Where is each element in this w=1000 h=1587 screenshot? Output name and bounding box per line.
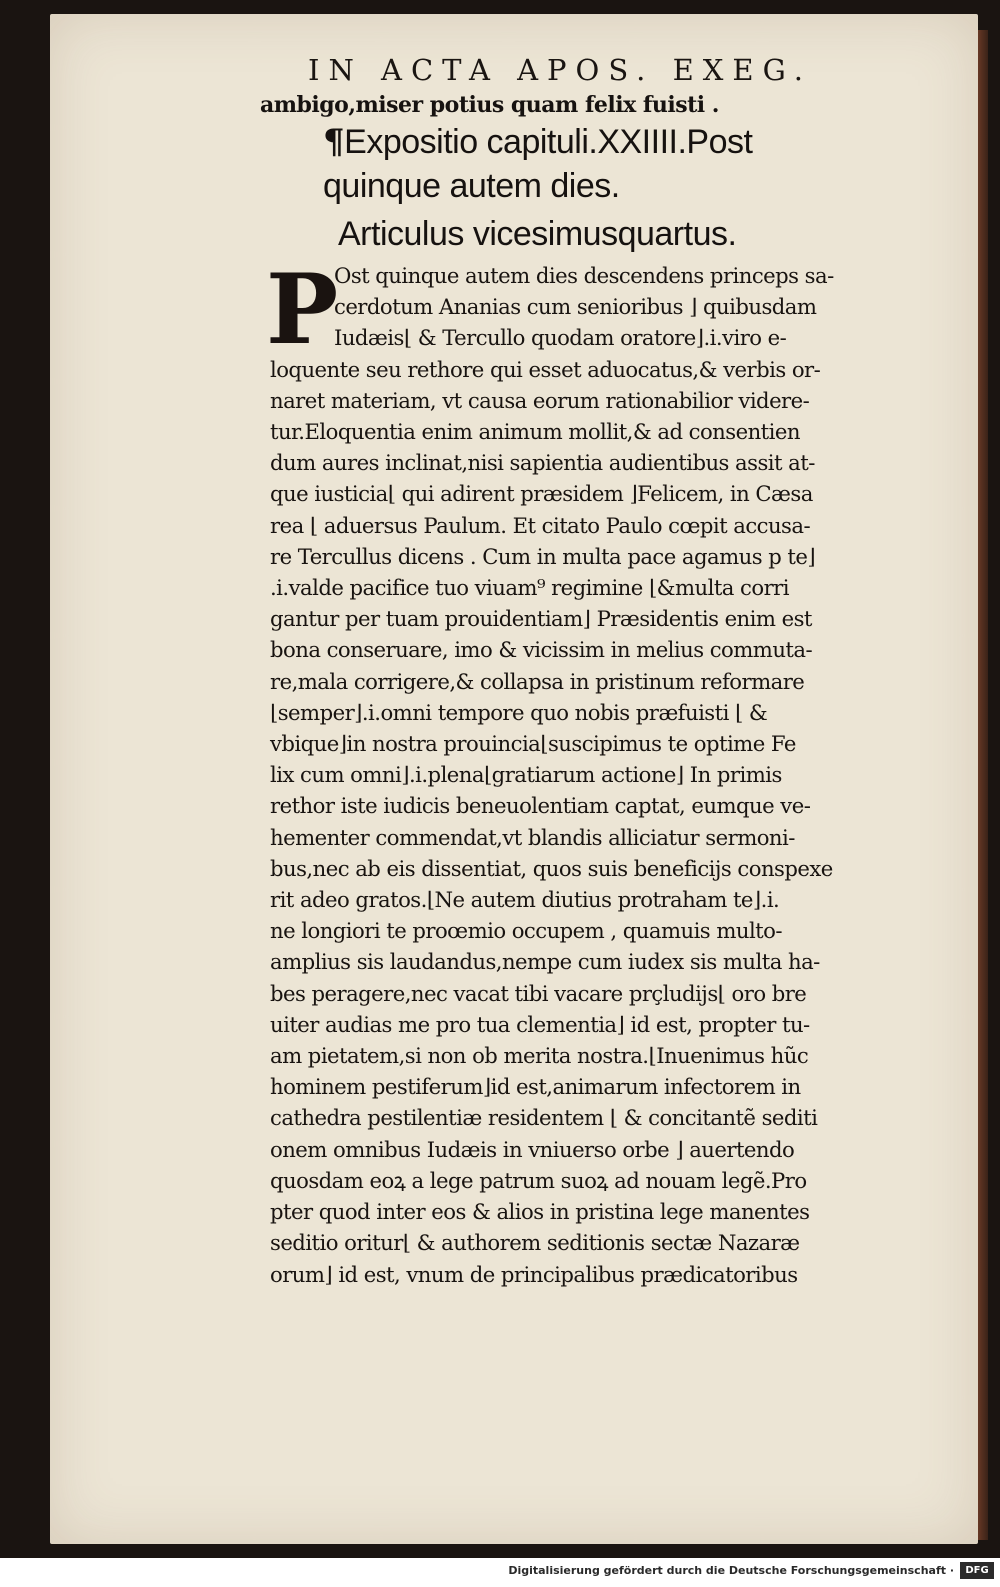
body-line: quosdam eoꝝ a lege patrum suoꝝ ad nouam legẽ.Pro	[270, 1167, 807, 1193]
body-line: loquente seu rethore qui esset aduocatus,& verbis or-	[270, 356, 821, 382]
body-line: Iudæis⌊ & Tercullo quodam oratore⌋.i.viro e-	[334, 325, 787, 351]
body-line: seditio oritur⌊ & authorem seditionis sectæ Nazaræ	[270, 1230, 800, 1256]
body-line: rethor iste iudicis beneuolentiam captat, eumque ve-	[270, 793, 811, 819]
body-line: rea ⌊ aduersus Paulum. Et citato Paulo cœpit accusa-	[270, 512, 811, 538]
body-line: bus,nec ab eis dissentiat, quos suis beneficijs conspexe	[270, 855, 833, 881]
body-line: cathedra pestilentiæ residentem ⌊ & concitantẽ sediti	[270, 1105, 818, 1131]
commentary-body	[266, 253, 948, 1290]
running-head: IN ACTA APOS. EXEG.	[308, 53, 812, 87]
body-line: bona conseruare, imo & vicissim in melius commuta-	[270, 637, 813, 663]
body-line: que iusticia⌊ qui adirent præsidem ⌋Felicem, in Cæsa	[270, 481, 813, 507]
pilcrow-mark: ¶	[323, 122, 345, 162]
article-heading: Articulus vicesimusquartus.	[338, 215, 737, 253]
body-line: ⌊semper⌋.i.omni tempore quo nobis præfuisti ⌊ &	[270, 699, 768, 725]
body-line: re,mala corrigere,& collapsa in pristinum reformare	[270, 668, 805, 694]
body-line: hementer commendat,vt blandis alliciatur sermoni-	[270, 824, 795, 850]
body-line: lix cum omni⌋.i.plena⌊gratiarum actione⌋ In primis	[270, 762, 782, 788]
body-line: onem omnibus Iudæis in vniuerso orbe ⌋ auertendo	[270, 1136, 795, 1162]
chapter-heading-line-1	[323, 120, 948, 164]
body-line: amplius sis laudandus,nempe cum iudex sis multa ha-	[270, 949, 820, 975]
body-line: tur.Eloquentia enim animum mollit,& ad consentien	[270, 419, 800, 445]
page-text-block	[258, 50, 948, 1290]
funding-notice: Digitalisierung gefördert durch die Deutsche Forschungsgemeinschaft ·	[508, 1564, 954, 1577]
body-line: hominem pestiferum⌋id est,animarum infectorem in	[270, 1074, 801, 1100]
body-line: re Tercullus dicens . Cum in multa pace agamus p te⌋	[270, 543, 816, 569]
drop-cap-initial: P	[266, 253, 339, 366]
body-line: cerdotum Ananias cum senioribus ⌋ quibusdam	[334, 294, 817, 320]
body-line: gantur per tuam prouidentiam⌋ Præsidentis enim est	[270, 606, 812, 632]
body-line: rit adeo gratos.⌊Ne autem diutius protraham te⌋.i.	[270, 887, 780, 913]
body-line: orum⌋ id est, vnum de principalibus prædicatoribus	[270, 1261, 798, 1287]
body-line: pter quod inter eos & alios in pristina lege manentes	[270, 1199, 810, 1225]
chapter-heading-line-2: quinque autem dies.	[323, 167, 620, 205]
body-line: naret materiam, vt causa eorum rationabilior videre-	[270, 387, 810, 413]
body-line: .i.valde pacifice tuo viuam⁹ regimine ⌊&multa corri	[270, 575, 789, 601]
chapter-heading-text: Expositio capituli.XXIIII.Post	[344, 123, 753, 161]
previous-chapter-last-line: ambigo,miser potius quam felix fuisti .	[260, 92, 719, 118]
body-line: ne longiori te proœmio occupem , quamuis multo-	[270, 918, 782, 944]
dfg-logo: DFG	[960, 1562, 994, 1579]
body-line: Ost quinque autem dies descendens princeps sa-	[334, 263, 834, 288]
body-line: vbique⌋in nostra prouincia⌊suscipimus te optime Fe	[270, 731, 796, 757]
body-line: bes peragere,nec vacat tibi vacare prçludijs⌊ oro bre	[270, 980, 807, 1006]
body-line: uiter audias me pro tua clementia⌋ id est, propter tu-	[270, 1011, 810, 1037]
body-line: dum aures inclinat,nisi sapientia audientibus assit at-	[270, 450, 815, 476]
digitization-footer	[0, 1558, 1000, 1587]
body-line: am pietatem,si non ob merita nostra.⌊Inuenimus hũc	[270, 1043, 809, 1069]
